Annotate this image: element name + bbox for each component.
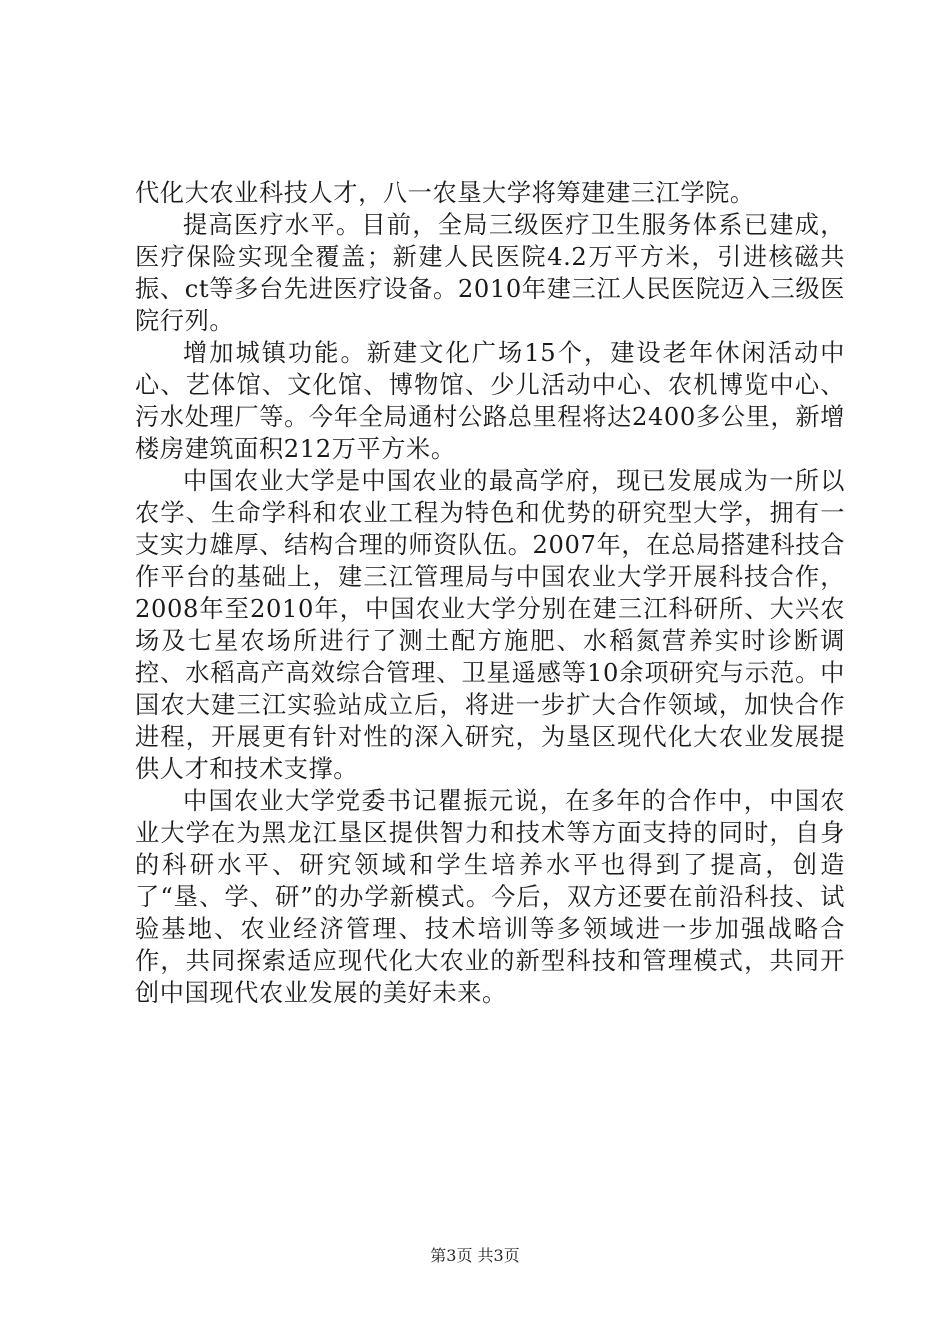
paragraph-town-functions: 增加城镇功能。新建文化广场15个，建设老年休闲活动中心、艺体馆、文化馆、博物馆、少儿活动中心、农机博览中心、污水处理厂等。今年全局通村公路总里程将达2400多公里，新增楼房建筑面积212万平方米。 — [135, 339, 845, 463]
document-body — [135, 177, 845, 1009]
paragraph-medical: 提高医疗水平。目前，全局三级医疗卫生服务体系已建成，医疗保险实现全覆盖；新建人民医院4.2万平方米，引进核磁共振、ct等多台先进医疗设备。2010年建三江人民医院迈入三级医院行列。 — [135, 211, 845, 335]
page-footer: 第3页 共3页 — [430, 1246, 520, 1265]
paragraph-continuation: 代化大农业科技人才，八一农垦大学将筹建建三江学院。 — [135, 179, 755, 207]
paragraph-party-secretary: 中国农业大学党委书记瞿振元说，在多年的合作中，中国农业大学在为黑龙江垦区提供智力和技术等方面支持的同时，自身的科研水平、研究领域和学生培养水平也得到了提高，创造了“垦、学、研”的办学新模式。今后，双方还要在前沿科技、试验基地、农业经济管理、技术培训等多领域进一步加强战略合作，共同探索适应现代化大农业的新型科技和管理模式，共同开创中国现代农业发展的美好未来。 — [135, 787, 845, 1007]
paragraph-cau-cooperation: 中国农业大学是中国农业的最高学府，现已发展成为一所以农学、生命学科和农业工程为特色和优势的研究型大学，拥有一支实力雄厚、结构合理的师资队伍。2007年，在总局搭建科技合作平台的基础上，建三江管理局与中国农业大学开展科技合作，2008年至2010年，中国农业大学分别在建三江科研所、大兴农场及七星农场所进行了测土配方施肥、水稻氮营养实时诊断调控、水稻高产高效综合管理、卫星遥感等10余项研究与示范。中国农大建三江实验站成立后，将进一步扩大合作领域，加快合作进程，开展更有针对性的深入研究，为垦区现代化大农业发展提供人才和技术支撑。 — [135, 467, 845, 783]
